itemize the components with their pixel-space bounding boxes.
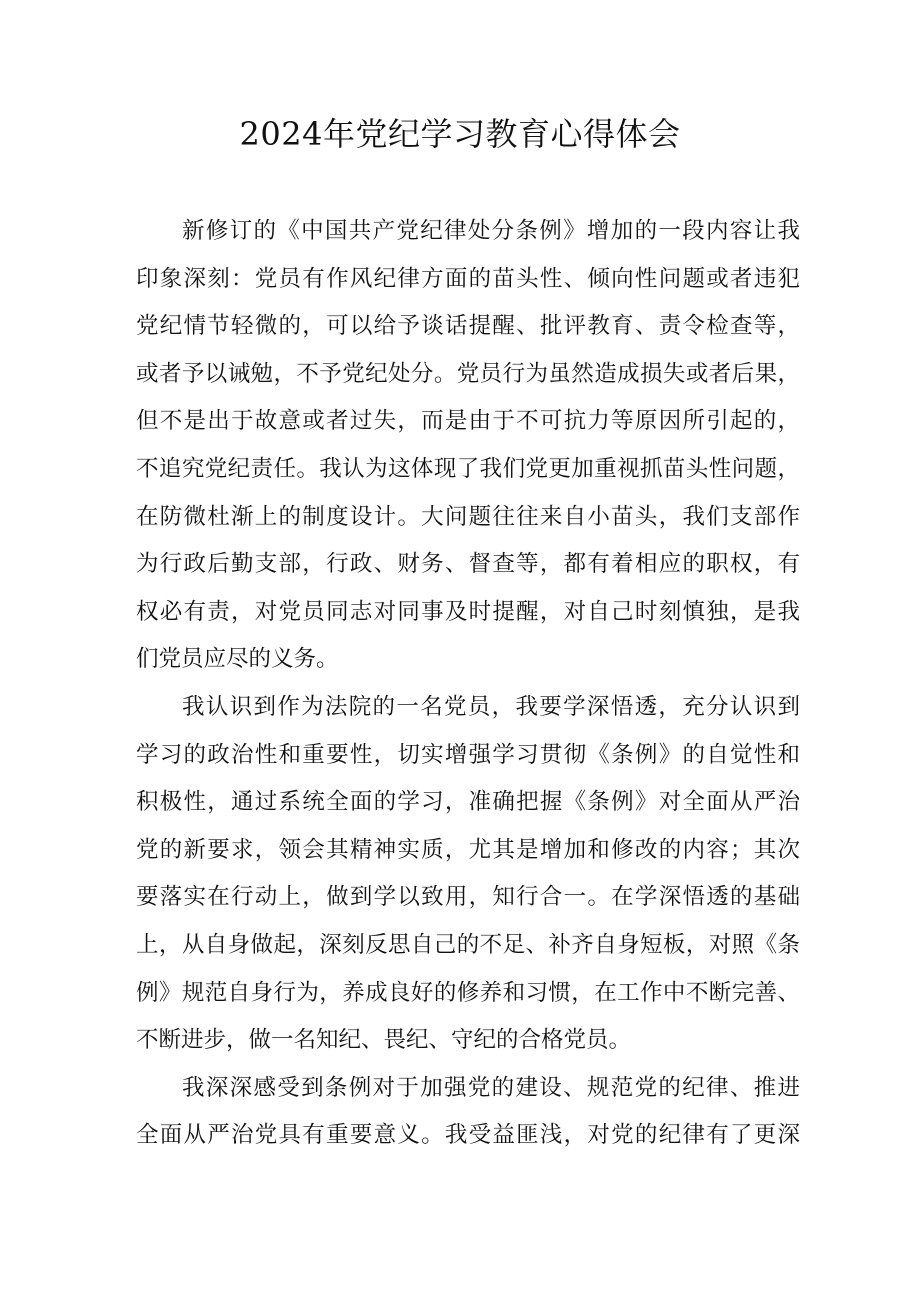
text-line: 上，从自身做起，深刻反思自己的不足、补齐自身短板，对照《条 bbox=[136, 931, 800, 958]
text-line: 学习的政治性和重要性，切实增强学习贯彻《条例》的自觉性和 bbox=[136, 741, 800, 768]
text-line: 要落实在行动上，做到学以致用，知行合一。在学深悟透的基础 bbox=[136, 884, 800, 911]
text-line: 新修订的《中国共产党纪律处分条例》增加的一段内容让我 bbox=[182, 218, 800, 244]
paragraph-2 bbox=[136, 684, 800, 1065]
text-line: 但不是出于故意或者过失，而是由于不可抗力等原因所引起的， bbox=[136, 408, 800, 435]
text-line: 在防微杜渐上的制度设计。大问题往往来自小苗头，我们支部作 bbox=[136, 503, 800, 530]
text-line: 不断进步，做一名知纪、畏纪、守纪的合格党员。 bbox=[136, 1027, 632, 1054]
text-line: 我深深感受到条例对于加强党的建设、规范党的纪律、推进 bbox=[182, 1074, 800, 1101]
text-line: 例》规范自身行为，养成良好的修养和习惯，在工作中不断完善、 bbox=[136, 979, 800, 1006]
text-line: 我认识到作为法院的一名党员，我要学深悟透，充分认识到 bbox=[182, 693, 800, 720]
text-line: 积极性，通过系统全面的学习，准确把握《条例》对全面从严治 bbox=[136, 789, 800, 816]
text-line: 权必有责，对党员同志对同事及时提醒，对自己时刻慎独，是我 bbox=[136, 598, 800, 625]
text-line: 不追究党纪责任。我认为这体现了我们党更加重视抓苗头性问题， bbox=[136, 455, 800, 482]
paragraph-1 bbox=[136, 208, 800, 684]
text-line: 为行政后勤支部，行政、财务、督查等，都有着相应的职权，有 bbox=[136, 551, 800, 578]
document-body bbox=[136, 208, 800, 1160]
text-line: 全面从严治党具有重要意义。我受益匪浅，对党的纪律有了更深 bbox=[136, 1122, 800, 1149]
text-line: 或者予以诫勉，不予党纪处分。党员行为虽然造成损失或者后果， bbox=[136, 360, 800, 387]
text-line: 印象深刻：党员有作风纪律方面的苗头性、倾向性问题或者违犯 bbox=[136, 265, 800, 292]
paragraph-3 bbox=[136, 1065, 800, 1160]
text-line: 党纪情节轻微的，可以给予谈话提醒、批评教育、责令检查等， bbox=[136, 313, 800, 340]
text-line: 党的新要求，领会其精神实质，尤其是增加和修改的内容；其次 bbox=[136, 836, 800, 863]
document-title: 2024年党纪学习教育心得体会 bbox=[239, 115, 681, 153]
text-line: 们党员应尽的义务。 bbox=[136, 646, 339, 673]
